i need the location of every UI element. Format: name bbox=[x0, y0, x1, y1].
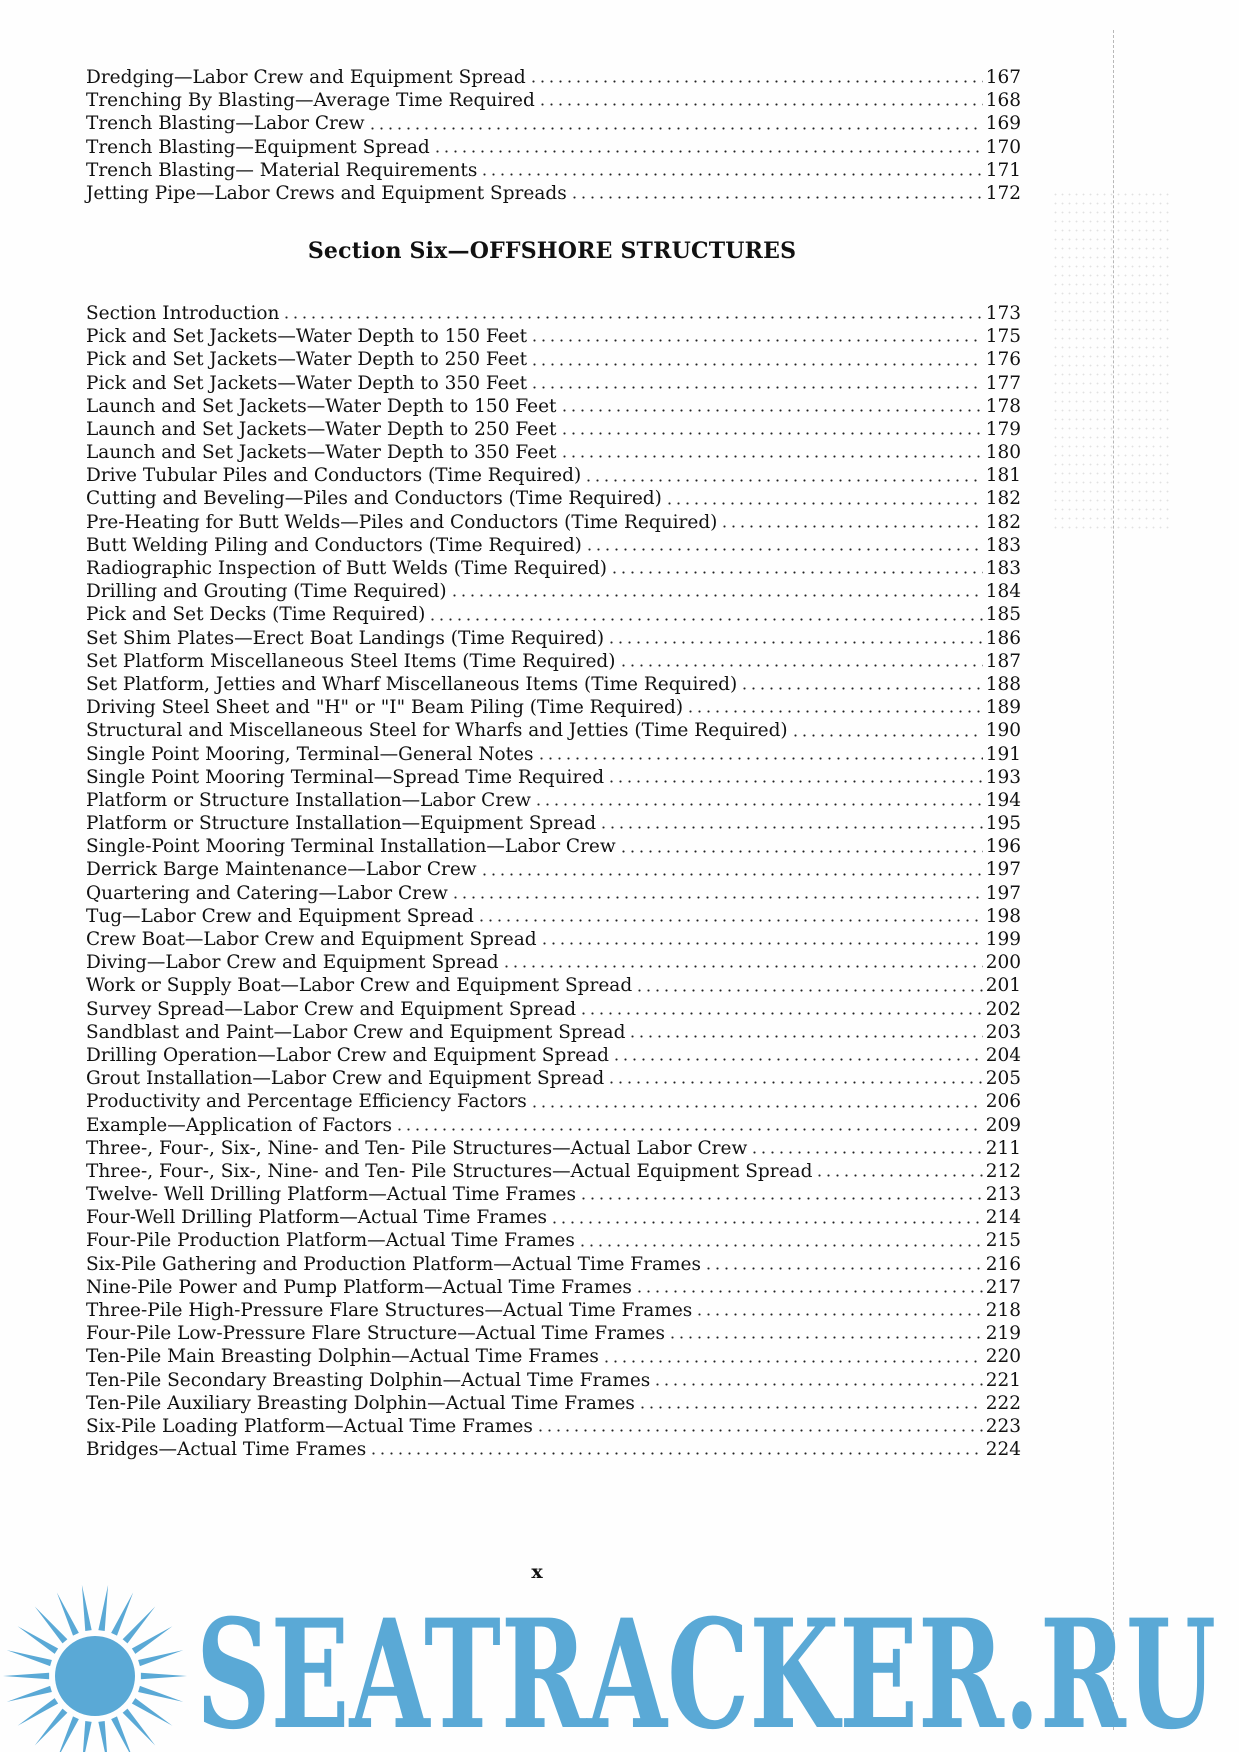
toc-entry-title: Trench Blasting—Labor Crew bbox=[86, 113, 365, 135]
toc-entry-page: 199 bbox=[985, 929, 1021, 951]
sun-ray bbox=[7, 1686, 52, 1702]
sun-ray bbox=[138, 1650, 183, 1666]
toc-entry-page: 186 bbox=[985, 627, 1021, 649]
sun-ray bbox=[123, 1709, 156, 1746]
toc-entry bbox=[86, 905, 1021, 928]
toc-entry-title: Launch and Set Jackets—Water Depth to 350 Feet bbox=[86, 442, 557, 464]
dot-leader bbox=[540, 942, 983, 945]
toc-entry-title: Sandblast and Paint—Labor Crew and Equipment Spread bbox=[86, 1021, 626, 1043]
toc-entry-page: 175 bbox=[985, 326, 1021, 348]
toc-entry-title: Launch and Set Jackets—Water Depth to 150 Feet bbox=[86, 395, 557, 417]
toc-entry bbox=[86, 511, 1021, 534]
toc-entry bbox=[86, 1253, 1021, 1276]
toc-entry-title: Cutting and Beveling—Piles and Conductors (Time Required) bbox=[86, 488, 662, 510]
dot-leader bbox=[791, 734, 983, 737]
toc-entry bbox=[86, 1369, 1021, 1392]
toc-entry-title: Single Point Mooring Terminal—Spread Time Required bbox=[86, 766, 605, 788]
toc-entry-page: 216 bbox=[985, 1253, 1021, 1275]
toc-entry-page: 214 bbox=[985, 1207, 1021, 1229]
dot-leader bbox=[480, 873, 983, 876]
toc-entry bbox=[86, 1345, 1021, 1368]
toc-entry-page: 177 bbox=[985, 372, 1021, 394]
toc-entry-title: Jetting Pipe—Labor Crews and Equipment Spreads bbox=[86, 182, 567, 204]
toc-entry bbox=[86, 1183, 1021, 1206]
toc-entry-page: 195 bbox=[985, 813, 1021, 835]
dot-leader bbox=[560, 432, 983, 435]
sun-ray bbox=[82, 1721, 92, 1752]
toc-entry bbox=[86, 580, 1021, 603]
toc-entry bbox=[86, 66, 1021, 89]
toc-entry-page: 182 bbox=[985, 511, 1021, 533]
toc-list-section-six bbox=[86, 302, 1021, 1461]
sun-ray bbox=[18, 1626, 59, 1654]
toc-entry-title: Driving Steel Sheet and "H" or "I" Beam Piling (Time Required) bbox=[86, 697, 684, 719]
toc-entry-title: Dredging—Labor Crew and Equipment Spread bbox=[86, 66, 526, 88]
toc-entry bbox=[86, 673, 1021, 696]
toc-entry-title: Three-, Four-, Six-, Nine- and Ten- Pile Structures—Actual Equipment Spread bbox=[86, 1160, 813, 1182]
toc-entry-title: Four-Well Drilling Platform—Actual Time Frames bbox=[86, 1207, 548, 1229]
toc-entry-title: Crew Boat—Labor Crew and Equipment Spread bbox=[86, 929, 537, 951]
toc-entry bbox=[86, 1044, 1021, 1067]
toc-entry-page: 187 bbox=[985, 650, 1021, 672]
toc-entry bbox=[86, 1067, 1021, 1090]
toc-entry bbox=[86, 136, 1021, 159]
toc-entry bbox=[86, 372, 1021, 395]
dot-leader bbox=[369, 1452, 982, 1455]
watermark-logo bbox=[0, 1580, 1239, 1752]
toc-entry-title: Three-, Four-, Six-, Nine- and Ten- Pile Structures—Actual Labor Crew bbox=[86, 1137, 748, 1159]
dot-leader bbox=[619, 664, 983, 667]
dot-leader bbox=[560, 455, 983, 458]
dot-leader bbox=[619, 850, 983, 853]
toc-entry-page: 180 bbox=[985, 442, 1021, 464]
toc-entry-title: Section Introduction bbox=[86, 302, 280, 324]
dot-leader bbox=[740, 687, 982, 690]
toc-entry-page: 212 bbox=[985, 1160, 1021, 1182]
dot-leader bbox=[607, 780, 983, 783]
toc-entry-page: 220 bbox=[985, 1346, 1021, 1368]
dot-leader bbox=[538, 103, 983, 106]
page-folio: x bbox=[531, 1561, 543, 1583]
toc-entry-title: Set Platform Miscellaneous Steel Items (Time Required) bbox=[86, 650, 616, 672]
dot-leader bbox=[607, 1081, 982, 1084]
toc-entry-page: 183 bbox=[985, 558, 1021, 580]
toc-entry bbox=[86, 418, 1021, 441]
toc-entry-title: Drilling Operation—Labor Crew and Equipment Spread bbox=[86, 1044, 609, 1066]
toc-entry bbox=[86, 696, 1021, 719]
sun-ray bbox=[57, 1592, 79, 1635]
toc-entry bbox=[86, 395, 1021, 418]
toc-entry-page: 217 bbox=[985, 1276, 1021, 1298]
toc-entry-title: Productivity and Percentage Efficiency Factors bbox=[86, 1091, 527, 1113]
dot-leader bbox=[612, 1058, 983, 1061]
toc-entry-page: 168 bbox=[985, 90, 1021, 112]
sun-ray bbox=[111, 1592, 133, 1635]
sun-ray bbox=[123, 1606, 156, 1643]
toc-entry bbox=[86, 743, 1021, 766]
dot-leader bbox=[695, 1313, 982, 1316]
toc-entry bbox=[86, 441, 1021, 464]
dot-leader bbox=[450, 594, 983, 597]
toc-entry-page: 201 bbox=[985, 975, 1021, 997]
toc-entry-page: 183 bbox=[985, 534, 1021, 556]
dot-leader bbox=[536, 1429, 983, 1432]
toc-entry-title: Pick and Set Decks (Time Required) bbox=[86, 604, 426, 626]
scan-margin-line bbox=[1113, 30, 1115, 1730]
toc-entry bbox=[86, 719, 1021, 742]
watermark-text: SEATRACKER.RU bbox=[196, 1587, 1216, 1752]
toc-entry bbox=[86, 835, 1021, 858]
toc-entry-page: 206 bbox=[985, 1091, 1021, 1113]
toc-entry-title: Ten-Pile Auxiliary Breasting Dolphin—Actual Time Frames bbox=[86, 1392, 635, 1414]
toc-entry bbox=[86, 928, 1021, 951]
toc-entry bbox=[86, 1090, 1021, 1113]
toc-entry-title: Six-Pile Loading Platform—Actual Time Frames bbox=[86, 1415, 533, 1437]
toc-entry-title: Single Point Mooring, Terminal—General Notes bbox=[86, 743, 534, 765]
toc-entry-title: Derrick Barge Maintenance—Labor Crew bbox=[86, 859, 477, 881]
toc-entry-title: Butt Welding Piling and Conductors (Time Required) bbox=[86, 534, 582, 556]
dot-leader bbox=[815, 1174, 982, 1177]
toc-entry bbox=[86, 859, 1021, 882]
dot-leader bbox=[665, 502, 983, 505]
toc-entry-title: Grout Installation—Labor Crew and Equipment Spread bbox=[86, 1068, 605, 1090]
toc-entry-title: Three-Pile High-Pressure Flare Structures—Actual Time Frames bbox=[86, 1300, 693, 1322]
toc-entry-title: Single-Point Mooring Terminal Installation—Labor Crew bbox=[86, 836, 616, 858]
toc-entry-page: 198 bbox=[985, 905, 1021, 927]
dot-leader bbox=[428, 618, 982, 621]
sun-icon bbox=[3, 1585, 187, 1752]
toc-entry-page: 224 bbox=[985, 1439, 1021, 1461]
toc-entry-page: 181 bbox=[985, 465, 1021, 487]
toc-entry-title: Ten-Pile Secondary Breasting Dolphin—Actual Time Frames bbox=[86, 1369, 651, 1391]
toc-entry-title: Set Shim Plates—Erect Boat Landings (Time Required) bbox=[86, 627, 605, 649]
sun-ray bbox=[57, 1716, 79, 1752]
toc-entry-title: Pre-Heating for Butt Welds—Piles and Conductors (Time Required) bbox=[86, 511, 718, 533]
toc-entry bbox=[86, 766, 1021, 789]
toc-entry-page: 176 bbox=[985, 349, 1021, 371]
toc-entry-page: 173 bbox=[985, 302, 1021, 324]
toc-entry-page: 170 bbox=[985, 136, 1021, 158]
toc-entry-title: Launch and Set Jackets—Water Depth to 250 Feet bbox=[86, 418, 557, 440]
toc-entry bbox=[86, 1392, 1021, 1415]
dot-leader bbox=[602, 1360, 983, 1363]
sun-ray bbox=[3, 1673, 49, 1679]
toc-entry-page: 171 bbox=[985, 159, 1021, 181]
sun-ray bbox=[35, 1606, 68, 1643]
toc-entry-title: Drive Tubular Piles and Conductors (Time Required) bbox=[86, 465, 582, 487]
toc-entry-page: 197 bbox=[985, 859, 1021, 881]
toc-entry-title: Trench Blasting—Equipment Spread bbox=[86, 136, 430, 158]
dot-leader bbox=[635, 1290, 983, 1293]
toc-entry bbox=[86, 1299, 1021, 1322]
dot-leader bbox=[530, 363, 983, 366]
dot-leader bbox=[579, 1012, 983, 1015]
toc-entry-title: Radiographic Inspection of Butt Welds (Time Required) bbox=[86, 558, 608, 580]
toc-entry-title: Trenching By Blasting—Average Time Required bbox=[86, 90, 535, 112]
toc-entry-page: 188 bbox=[985, 673, 1021, 695]
dot-leader bbox=[395, 1128, 983, 1131]
dot-leader bbox=[628, 1035, 982, 1038]
toc-entry-title: Twelve- Well Drilling Platform—Actual Time Frames bbox=[86, 1184, 576, 1206]
toc-entry bbox=[86, 1415, 1021, 1438]
sun-ray bbox=[141, 1673, 187, 1679]
dot-leader bbox=[368, 127, 983, 130]
toc-entry bbox=[86, 464, 1021, 487]
toc-entry-page: 167 bbox=[985, 66, 1021, 88]
toc-entry-page: 169 bbox=[985, 113, 1021, 135]
toc-entry-title: Trench Blasting— Material Requirements bbox=[86, 159, 478, 181]
toc-entry bbox=[86, 1276, 1021, 1299]
toc-entry-page: 213 bbox=[985, 1184, 1021, 1206]
toc-entry bbox=[86, 1160, 1021, 1183]
dot-leader bbox=[599, 826, 983, 829]
toc-entry-page: 189 bbox=[985, 697, 1021, 719]
dot-leader bbox=[750, 1151, 982, 1154]
toc-entry-page: 221 bbox=[985, 1369, 1021, 1391]
dot-leader bbox=[610, 571, 983, 574]
dot-leader bbox=[635, 989, 983, 992]
toc-entry-page: 179 bbox=[985, 418, 1021, 440]
toc-entry-title: Set Platform, Jetties and Wharf Miscellaneous Items (Time Required) bbox=[86, 673, 738, 695]
toc-entry bbox=[86, 627, 1021, 650]
dot-leader bbox=[570, 196, 983, 199]
dot-leader bbox=[451, 896, 983, 899]
toc-entry-title: Bridges—Actual Time Frames bbox=[86, 1439, 367, 1461]
dot-leader bbox=[534, 803, 983, 806]
toc-entry bbox=[86, 557, 1021, 580]
sun-ray bbox=[82, 1585, 92, 1631]
toc-entry bbox=[86, 182, 1021, 205]
sun-ray bbox=[132, 1698, 173, 1726]
toc-entry bbox=[86, 974, 1021, 997]
toc-entry-title: Ten-Pile Main Breasting Dolphin—Actual Time Frames bbox=[86, 1346, 599, 1368]
toc-entry bbox=[86, 812, 1021, 835]
toc-entry bbox=[86, 1438, 1021, 1461]
toc-entry-page: 178 bbox=[985, 395, 1021, 417]
toc-list-top bbox=[86, 66, 1021, 205]
toc-entry-page: 182 bbox=[985, 488, 1021, 510]
sun-disc bbox=[55, 1636, 135, 1716]
toc-entry-page: 191 bbox=[985, 743, 1021, 765]
dot-leader bbox=[537, 757, 983, 760]
toc-entry-page: 190 bbox=[985, 720, 1021, 742]
dot-leader bbox=[530, 1105, 983, 1108]
toc-entry-page: 202 bbox=[985, 998, 1021, 1020]
toc-entry-page: 223 bbox=[985, 1415, 1021, 1437]
toc-entry-title: Tug—Labor Crew and Equipment Spread bbox=[86, 905, 474, 927]
toc-entry-page: 197 bbox=[985, 882, 1021, 904]
sun-ray bbox=[98, 1721, 108, 1752]
dot-leader bbox=[607, 641, 983, 644]
sun-ray bbox=[132, 1626, 173, 1654]
dot-leader bbox=[585, 548, 983, 551]
toc-entry-title: Nine-Pile Power and Pump Platform—Actual Time Frames bbox=[86, 1276, 632, 1298]
toc-entry-title: Work or Supply Boat—Labor Crew and Equipment Spread bbox=[86, 975, 633, 997]
toc-entry-page: 200 bbox=[985, 952, 1021, 974]
dot-leader bbox=[578, 1244, 983, 1247]
dot-leader bbox=[480, 173, 982, 176]
section-heading: Section Six—OFFSHORE STRUCTURES bbox=[307, 238, 797, 264]
toc-entry bbox=[86, 1322, 1021, 1345]
dot-leader bbox=[704, 1267, 983, 1270]
dot-leader bbox=[686, 710, 983, 713]
sun-ray bbox=[35, 1709, 68, 1746]
dot-leader bbox=[668, 1336, 983, 1339]
toc-entry bbox=[86, 650, 1021, 673]
toc-entry bbox=[86, 882, 1021, 905]
dot-leader bbox=[477, 919, 983, 922]
dot-leader bbox=[638, 1406, 983, 1409]
toc-entry bbox=[86, 1114, 1021, 1137]
toc-entry-title: Pick and Set Jackets—Water Depth to 250 Feet bbox=[86, 349, 528, 371]
toc-entry-title: Drilling and Grouting (Time Required) bbox=[86, 581, 447, 603]
dot-leader bbox=[560, 409, 983, 412]
toc-entry-title: Quartering and Catering—Labor Crew bbox=[86, 882, 448, 904]
sun-ray bbox=[98, 1585, 108, 1631]
toc-entry-page: 185 bbox=[985, 604, 1021, 626]
sun-ray bbox=[111, 1716, 133, 1752]
toc-entry-title: Four-Pile Low-Pressure Flare Structure—Actual Time Frames bbox=[86, 1323, 665, 1345]
sun-ray bbox=[138, 1686, 183, 1702]
toc-entry-page: 184 bbox=[985, 581, 1021, 603]
toc-entry bbox=[86, 603, 1021, 626]
toc-entry-page: 193 bbox=[985, 766, 1021, 788]
toc-entry-page: 211 bbox=[985, 1137, 1021, 1159]
toc-entry-title: Six-Pile Gathering and Production Platform—Actual Time Frames bbox=[86, 1253, 701, 1275]
toc-entry bbox=[86, 534, 1021, 557]
dot-leader bbox=[584, 479, 982, 482]
dot-leader bbox=[530, 386, 983, 389]
toc-entry-title: Platform or Structure Installation—Equipment Spread bbox=[86, 813, 597, 835]
toc-entry bbox=[86, 1206, 1021, 1229]
dot-leader bbox=[653, 1383, 982, 1386]
dot-leader bbox=[502, 965, 983, 968]
dot-leader bbox=[550, 1221, 983, 1224]
toc-entry bbox=[86, 89, 1021, 112]
toc-entry bbox=[86, 1021, 1021, 1044]
toc-entry bbox=[86, 159, 1021, 182]
toc-entry-page: 215 bbox=[985, 1230, 1021, 1252]
toc-entry-title: Structural and Miscellaneous Steel for Wharfs and Jetties (Time Required) bbox=[86, 720, 788, 742]
toc-entry-page: 196 bbox=[985, 836, 1021, 858]
dot-leader bbox=[579, 1197, 983, 1200]
toc-entry bbox=[86, 1230, 1021, 1253]
toc-entry bbox=[86, 789, 1021, 812]
dot-leader bbox=[530, 339, 983, 342]
toc-entry-page: 203 bbox=[985, 1021, 1021, 1043]
toc-entry-title: Platform or Structure Installation—Labor Crew bbox=[86, 789, 531, 811]
toc-entry-page: 219 bbox=[985, 1323, 1021, 1345]
toc-entry bbox=[86, 325, 1021, 348]
toc-entry-title: Pick and Set Jackets—Water Depth to 350 Feet bbox=[86, 372, 528, 394]
toc-entry-page: 218 bbox=[985, 1300, 1021, 1322]
dot-leader bbox=[529, 80, 983, 83]
toc-entry bbox=[86, 951, 1021, 974]
toc-entry-page: 205 bbox=[985, 1068, 1021, 1090]
sun-ray bbox=[7, 1650, 52, 1666]
toc-entry bbox=[86, 348, 1021, 371]
toc-entry-title: Example—Application of Factors bbox=[86, 1114, 393, 1136]
dot-leader bbox=[433, 150, 983, 153]
toc-entry bbox=[86, 1137, 1021, 1160]
toc-entry bbox=[86, 488, 1021, 511]
toc-entry-page: 194 bbox=[985, 789, 1021, 811]
toc-entry bbox=[86, 112, 1021, 135]
dot-leader bbox=[282, 316, 982, 319]
dot-leader bbox=[720, 525, 982, 528]
toc-entry-page: 204 bbox=[985, 1044, 1021, 1066]
toc-entry bbox=[86, 302, 1021, 325]
toc-entry-title: Four-Pile Production Platform—Actual Time Frames bbox=[86, 1230, 575, 1252]
toc-entry bbox=[86, 998, 1021, 1021]
sun-ray bbox=[18, 1698, 59, 1726]
toc-entry-page: 172 bbox=[985, 182, 1021, 204]
toc-entry-title: Diving—Labor Crew and Equipment Spread bbox=[86, 952, 499, 974]
toc-entry-page: 209 bbox=[985, 1114, 1021, 1136]
toc-entry-title: Survey Spread—Labor Crew and Equipment Spread bbox=[86, 998, 577, 1020]
toc-entry-title: Pick and Set Jackets—Water Depth to 150 Feet bbox=[86, 326, 528, 348]
toc-entry-page: 222 bbox=[985, 1392, 1021, 1414]
